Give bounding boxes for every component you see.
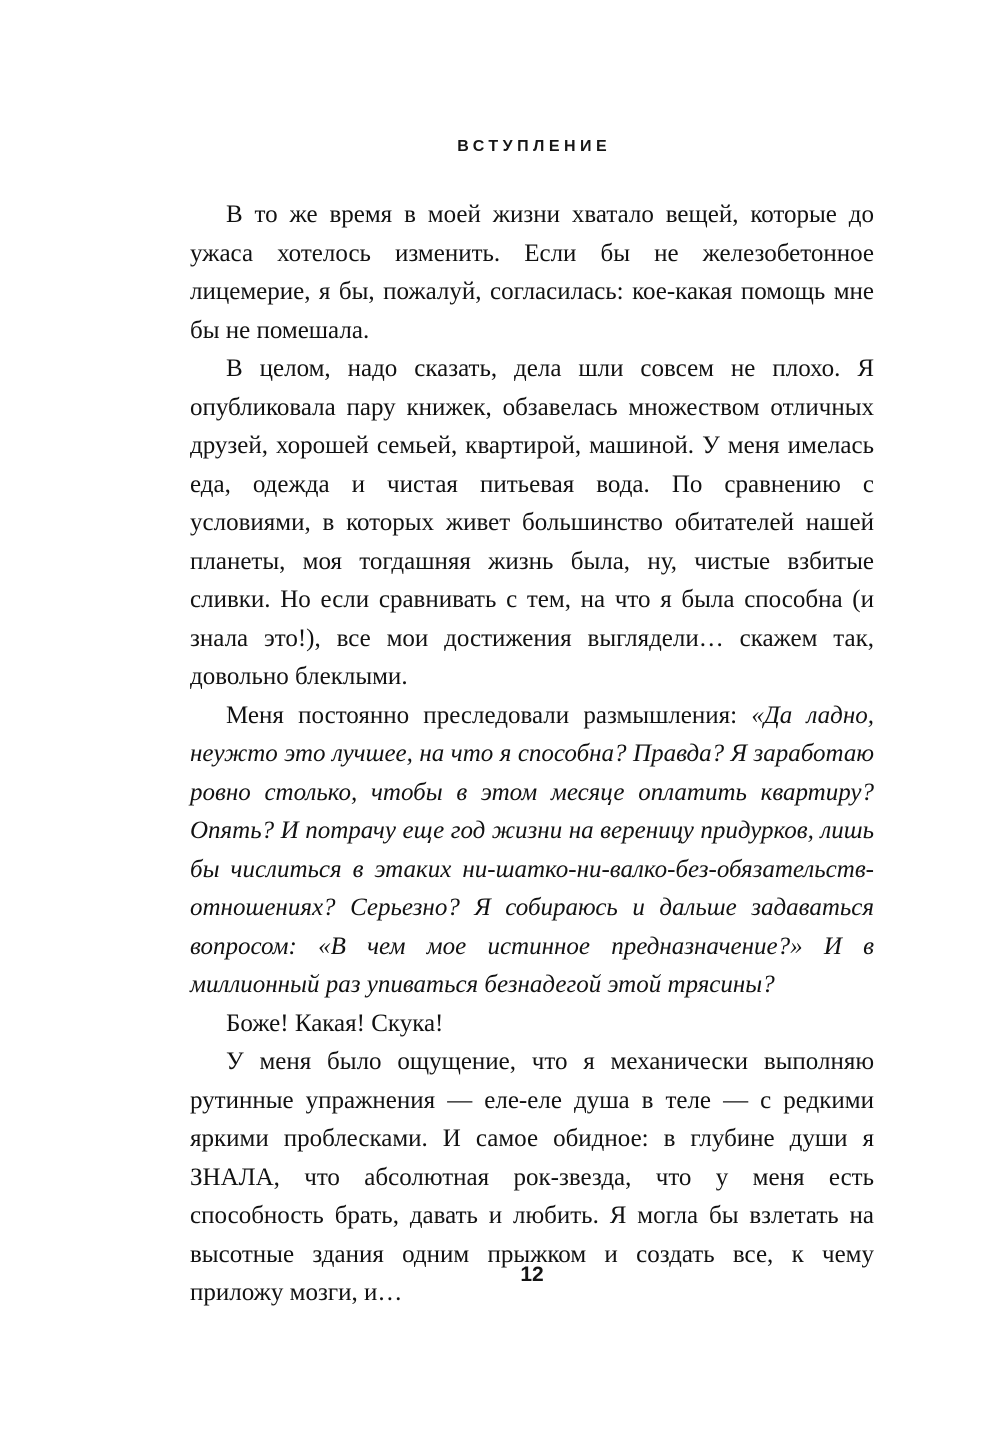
paragraph: В то же время в моей жизни хватало вещей, которые до ужаса хотелось изменить. Если бы не железобетонное лицемерие, я бы, пожалуй, согласилась: кое-какая помощь мне бы не помешала.	[190, 201, 874, 344]
body-text	[190, 196, 874, 1313]
inner-monologue-quote: «Да ладно, неужто это лучшее, на что я способна? Правда? Я заработаю ровно столько, чтобы в этом месяце оплатить квартиру? Опять? И потрачу еще год жизни на вереницу придурков, лишь бы числиться в этаких ни-шатко-ни-валко-без-обязательств-отношениях? Серьезно? Я собираюсь и дальше задаваться вопросом: «В чем мое истинное предназначение?» И в миллионный раз упиваться безнадегой этой трясины?	[190, 701, 874, 998]
page-number: 12	[520, 1263, 544, 1286]
paragraph-lead-text: Меня постоянно преследовали размышления:	[226, 701, 752, 729]
paragraph-with-inner-monologue	[190, 697, 874, 1005]
paragraph: В целом, надо сказать, дела шли совсем не плохо. Я опубликовала пару книжек, обзавелась множеством отличных друзей, хорошей семьей, квартирой, машиной. У меня имелась еда, одежда и чистая питьевая вода. По сравнению с условиями, в которых живет большинство обитателей нашей планеты, моя тогдашняя жизнь была, ну, чистые взбитые сливки. Но если сравнивать с тем, на что я была способна (и знала это!), все мои достижения выглядели… скажем так, довольно блеклыми.	[190, 355, 874, 690]
paragraph: Боже! Какая! Скука!	[226, 1009, 444, 1037]
chapter-header: ВСТУПЛЕНИЕ	[457, 138, 612, 155]
text-block	[190, 138, 874, 1313]
paragraph: У меня было ощущение, что я механически выполняю рутинные упражнения — еле-еле душа в теле — с редкими яркими проблесками. И самое обидное: в глубине души я ЗНАЛА, что абсолютная рок-звезда, что у меня есть способность брать, давать и любить. Я могла бы взлетать на высотные здания одним прыжком и создать все, к чему приложу мозги, и…	[190, 1048, 874, 1306]
